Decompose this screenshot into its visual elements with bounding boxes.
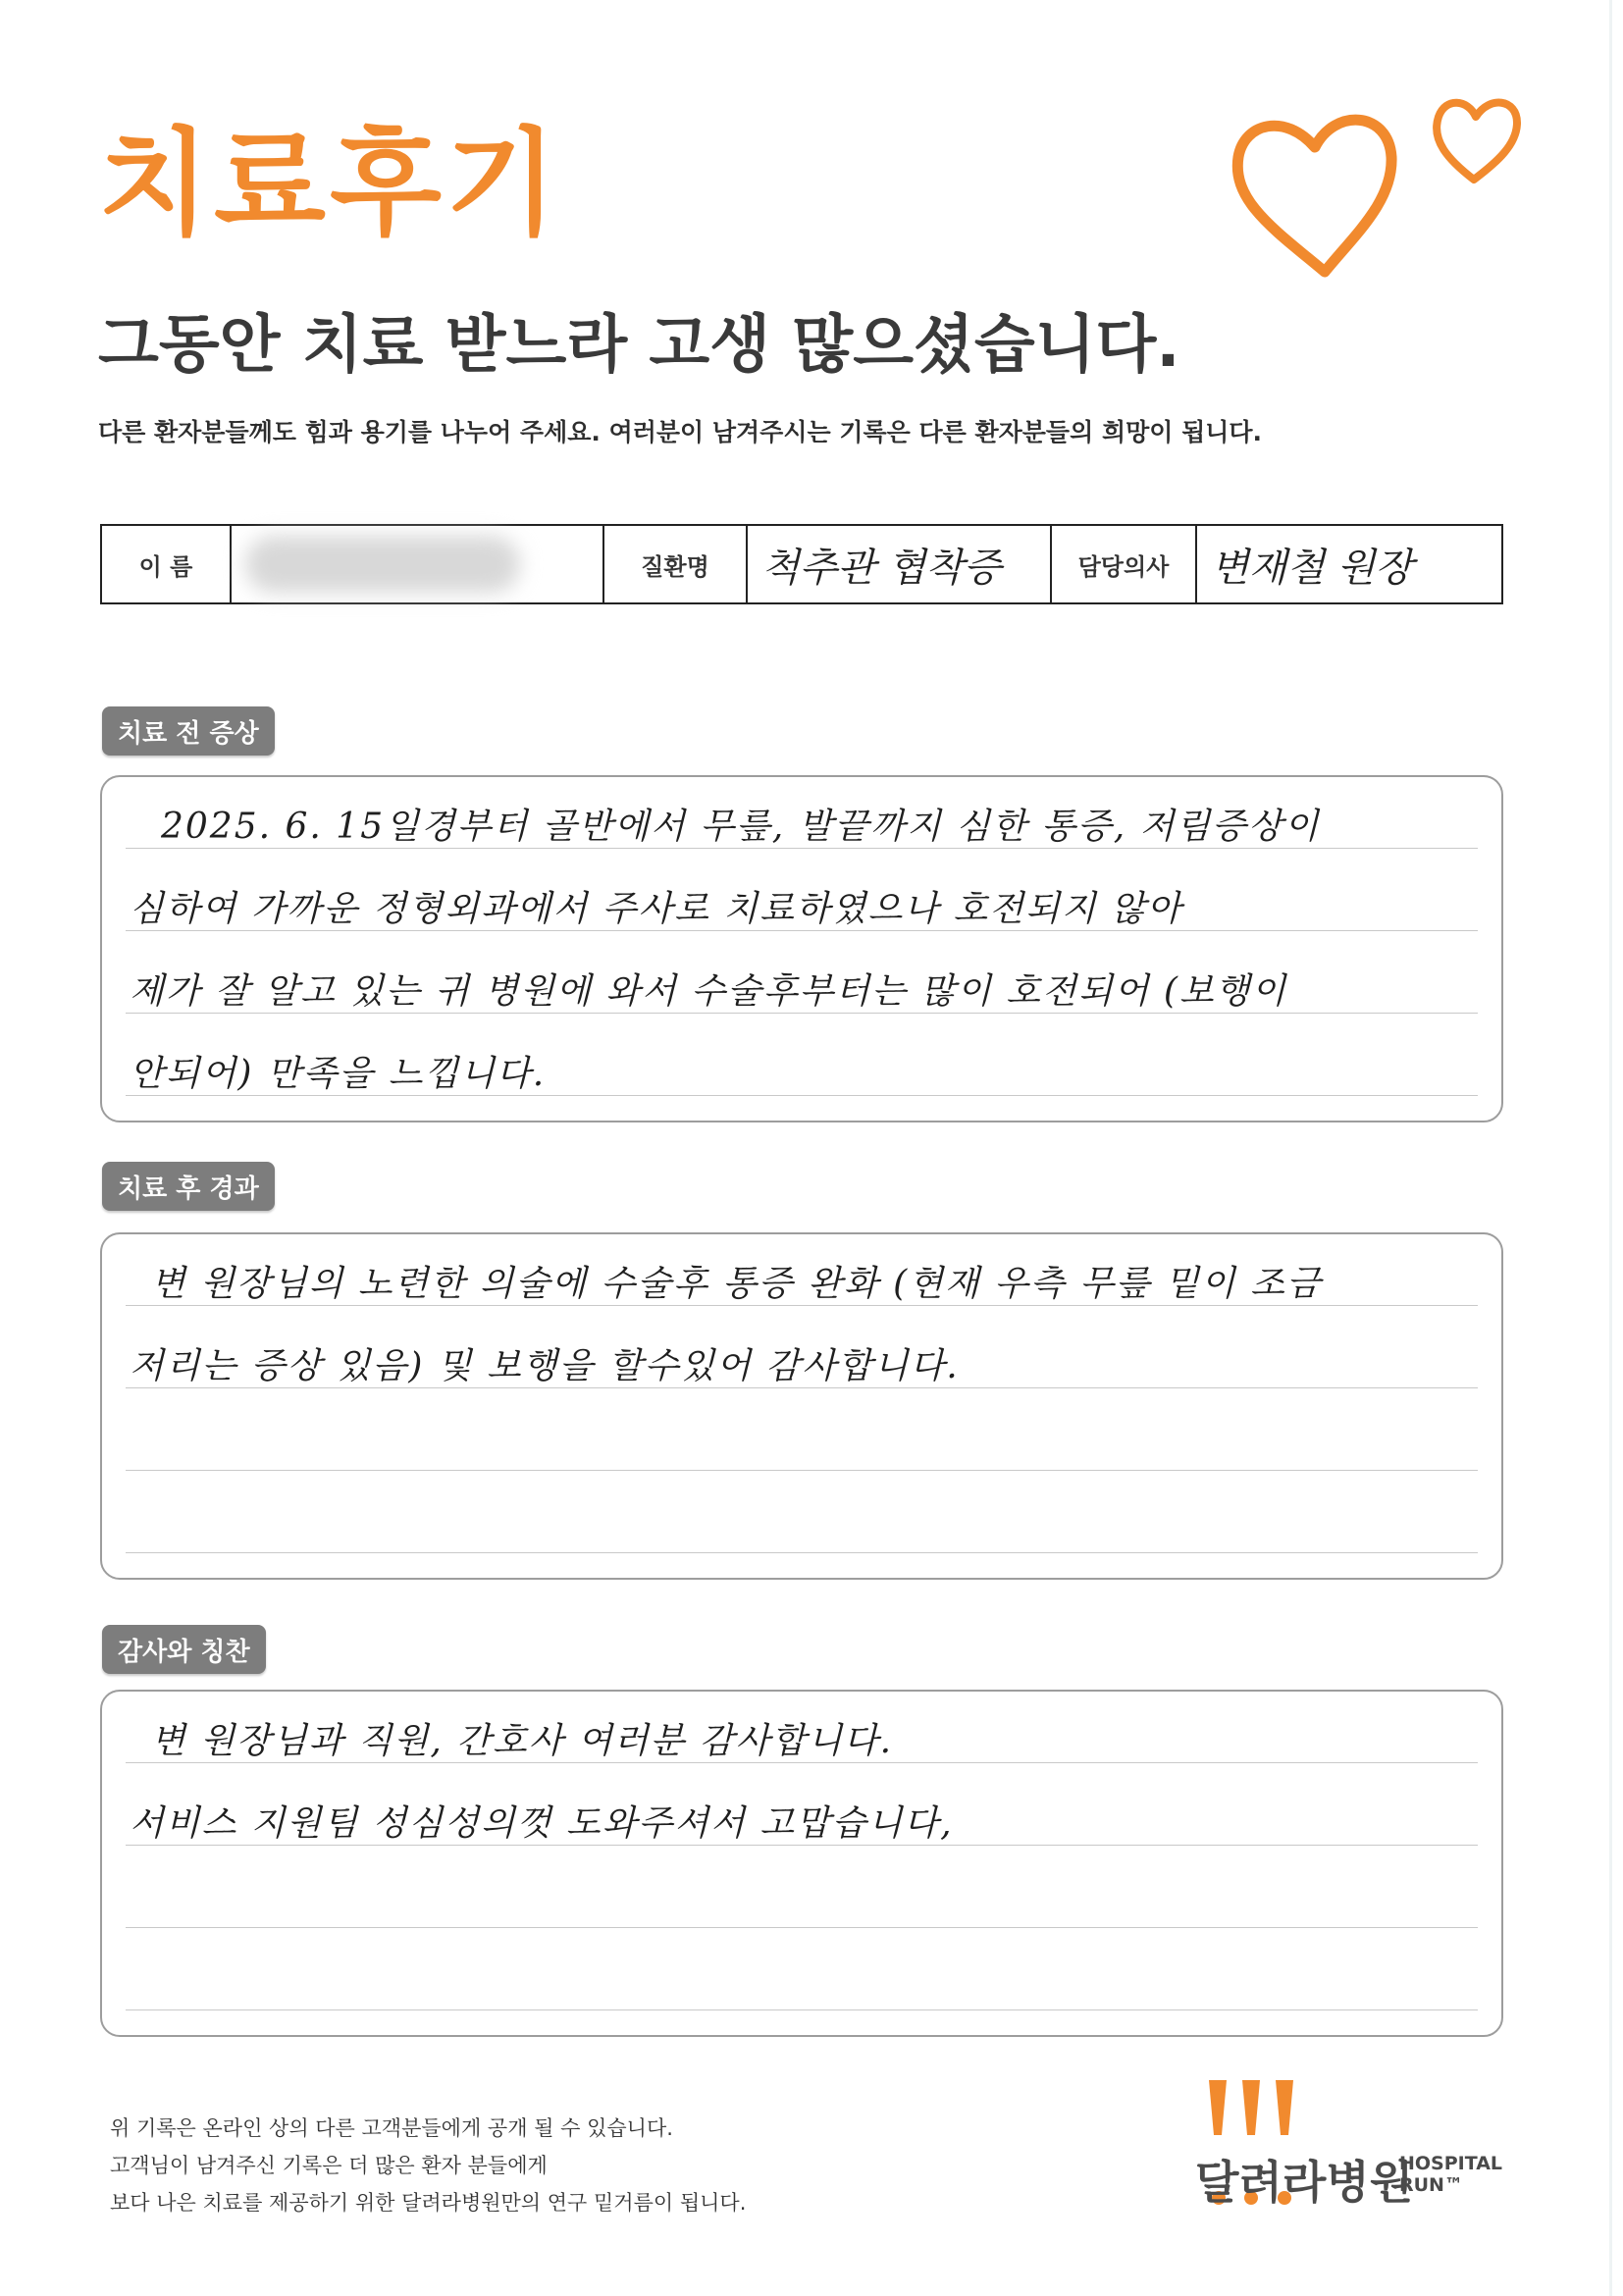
footer-note: 고객님이 남겨주신 기록은 더 많은 환자 분들에게 bbox=[110, 2154, 548, 2177]
hearts-decoration bbox=[1217, 54, 1550, 309]
handwritten-line: 심하여 가까운 정형외과에서 주사로 치료하였으나 호전되지 않아 bbox=[130, 889, 1183, 929]
ruled-line bbox=[126, 2009, 1478, 2010]
hospital-logo bbox=[1189, 2078, 1523, 2216]
handwritten-line: 변 원장님과 직원, 간호사 여러분 감사합니다. bbox=[151, 1721, 894, 1761]
name-value bbox=[232, 526, 604, 602]
handwritten-line: 제가 잘 알고 있는 귀 병원에 와서 수술후부터는 많이 호전되어 (보행이 bbox=[130, 971, 1288, 1012]
ruled-line bbox=[126, 1552, 1478, 1553]
logo-english-line: HOSPITAL bbox=[1399, 2153, 1503, 2174]
logo-english bbox=[1399, 2153, 1502, 2196]
intro-text: 다른 환자분들께도 힘과 용기를 나누어 주세요. 여러분이 남겨주시는 기록은 다른 환자분들의 희망이 됩니다. bbox=[98, 418, 1263, 446]
thanks-box bbox=[100, 1690, 1503, 2037]
doctor-value: 변재철 원장 bbox=[1211, 545, 1413, 591]
subtitle: 그동안 치료 받느라 고생 많으셨습니다. bbox=[98, 309, 1180, 382]
footer-note: 위 기록은 온라인 상의 다른 고객분들에게 공개 될 수 있습니다. bbox=[110, 2116, 673, 2140]
doctor-label: 담당의사 bbox=[1052, 526, 1197, 602]
logo-name: 달려라병원 bbox=[1195, 2156, 1414, 2209]
handwritten-line: 저리는 증상 있음) 및 보행을 할수있어 감사합니다. bbox=[130, 1346, 960, 1386]
section-label-after: 치료 후 경과 bbox=[102, 1162, 275, 1211]
handwritten-line: 안되어) 만족을 느낍니다. bbox=[130, 1054, 547, 1094]
page-edge bbox=[1609, 0, 1612, 2296]
logo-english-line: RUN™ bbox=[1399, 2174, 1463, 2196]
patient-info-table bbox=[100, 524, 1503, 604]
handwritten-line: 변 원장님의 노련한 의술에 수술후 통증 완화 (현재 우측 무릎 밑이 조금 bbox=[151, 1264, 1323, 1304]
small-heart-icon bbox=[1437, 103, 1517, 180]
handwritten-line: 서비스 지원팀 성심성의껏 도와주셔서 고맙습니다, bbox=[130, 1803, 954, 1844]
footer-note: 보다 나은 치료를 제공하기 위한 달려라병원만의 연구 밑거름이 됩니다. bbox=[110, 2191, 747, 2215]
name-label: 이 름 bbox=[102, 526, 232, 602]
ruled-line bbox=[126, 1470, 1478, 1471]
after-progress-box bbox=[100, 1232, 1503, 1580]
footer-notes bbox=[110, 2110, 746, 2221]
large-heart-icon bbox=[1237, 120, 1391, 272]
section-label-before: 치료 전 증상 bbox=[102, 706, 275, 756]
page-title: 치료후기 bbox=[98, 116, 561, 251]
ruled-line bbox=[126, 1927, 1478, 1928]
blurred-name bbox=[245, 536, 520, 593]
handwritten-line: 2025. 6. 15일경부터 골반에서 무릎, 발끝까지 심한 통증, 저림증상이 bbox=[161, 807, 1321, 847]
before-symptoms-box bbox=[100, 775, 1503, 1122]
disease-value: 척추관 협착증 bbox=[748, 526, 1052, 602]
disease-label: 질환명 bbox=[604, 526, 748, 602]
section-label-thanks: 감사와 칭찬 bbox=[102, 1625, 266, 1674]
